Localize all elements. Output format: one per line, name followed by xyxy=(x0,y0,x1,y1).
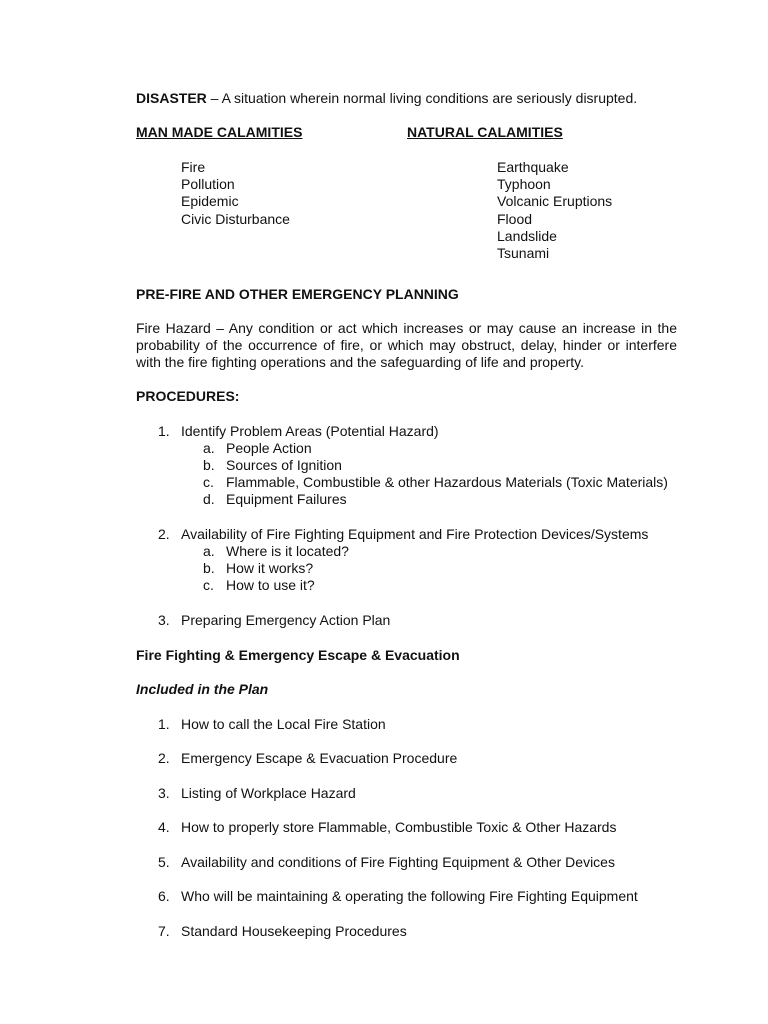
escape-item xyxy=(136,923,677,940)
escape-text: How to call the Local Fire Station xyxy=(181,716,386,732)
procedure-subitem xyxy=(136,457,677,474)
procedure-item xyxy=(136,612,677,629)
list-item: Tsunami xyxy=(497,245,550,262)
list-item: Flood xyxy=(497,210,533,227)
escape-text: How to properly store Flammable, Combustible Toxic & Other Hazards xyxy=(181,819,617,835)
list-item: Epidemic xyxy=(181,193,239,210)
escape-text: Who will be maintaining & operating the following Fire Fighting Equipment xyxy=(181,888,638,904)
procedure-subitem xyxy=(136,577,677,594)
disaster-definition-text: – A situation wherein normal living conditions are seriously disrupted. xyxy=(206,90,638,106)
list-item: Fire xyxy=(181,159,206,175)
escape-text: Availability and conditions of Fire Fighting Equipment & Other Devices xyxy=(181,854,615,870)
procedure-text: Availability of Fire Fighting Equipment and Fire Protection Devices/Systems xyxy=(181,526,649,542)
escape-item xyxy=(136,716,677,733)
escape-text: Emergency Escape & Evacuation Procedure xyxy=(181,750,458,766)
procedure-subitem xyxy=(136,543,677,560)
subitem-letter: a. xyxy=(203,440,215,456)
escape-heading: Fire Fighting & Emergency Escape & Evacuation xyxy=(136,647,460,663)
subitem-text: Equipment Failures xyxy=(226,491,347,507)
escape-number: 1. xyxy=(158,716,170,732)
escape-item xyxy=(136,819,677,836)
procedure-item xyxy=(136,526,677,543)
calamities-lists xyxy=(136,159,677,261)
procedure-subitem xyxy=(136,440,677,457)
escape-subheading: Included in the Plan xyxy=(136,681,269,697)
procedure-subitem xyxy=(136,491,677,508)
subitem-text: People Action xyxy=(226,440,312,456)
procedure-subitem xyxy=(136,560,677,577)
man-made-heading: MAN MADE CALAMITIES xyxy=(136,124,303,140)
escape-number: 4. xyxy=(158,819,170,835)
procedure-item xyxy=(136,423,677,440)
escape-item xyxy=(136,785,677,802)
subitem-text: How to use it? xyxy=(226,577,315,593)
escape-number: 6. xyxy=(158,888,170,904)
escape-item xyxy=(136,854,677,871)
escape-text: Standard Housekeeping Procedures xyxy=(181,923,407,939)
subitem-text: How it works? xyxy=(226,560,314,576)
subitem-letter: d. xyxy=(203,491,215,507)
escape-item xyxy=(136,888,677,905)
list-item: Civic Disturbance xyxy=(181,210,290,227)
procedure-text: Identify Problem Areas (Potential Hazard) xyxy=(181,423,439,439)
man-made-list xyxy=(181,159,290,228)
natural-heading: NATURAL CALAMITIES xyxy=(407,124,563,140)
document-page xyxy=(136,90,677,940)
list-item: Landslide xyxy=(497,227,557,244)
subitem-letter: c. xyxy=(203,577,214,593)
fire-hazard-paragraph: Fire Hazard – Any condition or act which increases or may cause an increase in the probability of the occurrence of fire, or which may obstruct, delay, hinder or interfere with the fire fighting operations and the safeguarding of life and property. xyxy=(136,320,677,370)
subitem-text: Sources of Ignition xyxy=(226,457,342,473)
procedure-number: 3. xyxy=(158,612,170,628)
planning-heading: PRE-FIRE AND OTHER EMERGENCY PLANNING xyxy=(136,286,459,302)
natural-list xyxy=(497,159,612,262)
escape-number: 7. xyxy=(158,923,170,939)
disaster-term: DISASTER xyxy=(136,90,207,106)
procedure-number: 2. xyxy=(158,526,170,542)
subitem-text: Flammable, Combustible & other Hazardous Materials (Toxic Materials) xyxy=(226,474,668,490)
escape-number: 2. xyxy=(158,750,170,766)
escape-item xyxy=(136,750,677,767)
escape-number: 3. xyxy=(158,785,170,801)
procedure-subitem xyxy=(136,474,677,491)
subitem-letter: c. xyxy=(203,474,214,490)
list-item: Pollution xyxy=(181,176,235,193)
list-item: Earthquake xyxy=(497,159,569,175)
escape-list xyxy=(136,716,677,940)
list-item: Typhoon xyxy=(497,176,551,193)
escape-number: 5. xyxy=(158,854,170,870)
escape-text: Listing of Workplace Hazard xyxy=(181,785,356,801)
procedure-text: Preparing Emergency Action Plan xyxy=(181,612,391,628)
subitem-letter: b. xyxy=(203,457,215,473)
list-item: Volcanic Eruptions xyxy=(497,193,613,210)
calamities-headings xyxy=(136,124,677,141)
subitem-text: Where is it located? xyxy=(226,543,349,559)
procedures-list xyxy=(136,423,677,629)
disaster-definition xyxy=(136,90,677,107)
procedures-heading: PROCEDURES: xyxy=(136,388,240,404)
subitem-letter: a. xyxy=(203,543,215,559)
subitem-letter: b. xyxy=(203,560,215,576)
procedure-number: 1. xyxy=(158,423,170,439)
